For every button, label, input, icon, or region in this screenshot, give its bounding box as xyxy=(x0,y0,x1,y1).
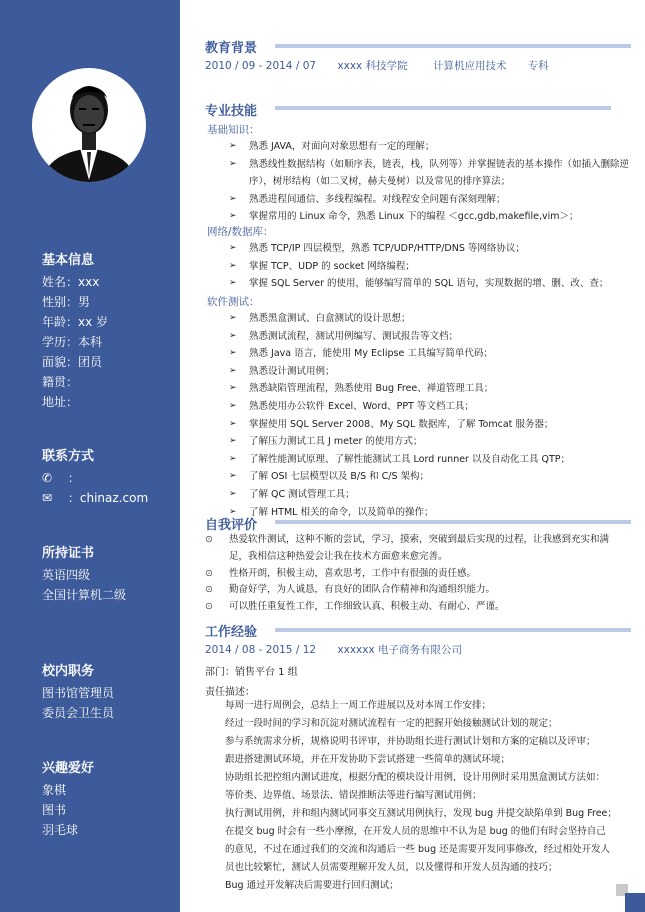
campus-roles-section xyxy=(42,660,114,723)
work-duty-label: 责任描述： xyxy=(205,687,255,698)
list-item: ➢ 了解性能测试原理、了解性能测试工具 Lord runner 以及自动化工具 QTP； xyxy=(229,451,629,469)
list-item: ➢ 熟悉 Java 语言，能使用 My Eclipse 工具编写简单代码； xyxy=(229,345,629,363)
work-row xyxy=(205,642,462,657)
duty-line: Bug 通过开发解决后需要进行回归测试； xyxy=(225,880,399,891)
contact-section xyxy=(42,445,148,508)
education-row xyxy=(205,58,549,73)
list-item: ➢ 熟悉设计测试用例； xyxy=(229,363,629,381)
duty-line: 跟进搭建测试环境，并在开发协助下尝试搭建一些简单的测试环境； xyxy=(225,754,511,765)
certificates-title: 所持证书 xyxy=(42,546,95,561)
list-item: ➢ 熟悉进程间通信、多线程编程。对线程安全问题有深刻理解； xyxy=(229,191,629,209)
list-item: ➢ 掌握使用 SQL Server 2008、My SQL 数据库，了解 Tomcat 服务器； xyxy=(229,416,629,434)
education-period: 2010 / 09 - 2014 / 07 xyxy=(205,60,317,72)
self-eval-title: 自我评价 xyxy=(205,518,258,533)
work-company: xxxxxx 电子商务有限公司 xyxy=(337,644,463,656)
address-line: 地址： xyxy=(42,395,79,409)
list-item: ➢ 掌握常用的 Linux 命令，熟悉 Linux 下的编程 ＜gcc,gdb,makefile,vim＞； xyxy=(229,208,629,226)
education-rule xyxy=(275,44,631,48)
mail-icon: ✉ xyxy=(42,491,53,505)
gender-line: 性别：男 xyxy=(42,295,91,309)
skills-testing-list xyxy=(229,310,629,521)
phone-line xyxy=(42,468,148,488)
list-item: ➢ 了解压力测试工具 J meter 的使用方式； xyxy=(229,433,629,451)
list-item: ➢ 掌握 TCP、UDP 的 socket 网络编程； xyxy=(229,258,629,276)
age-line: 年龄：xx 岁 xyxy=(42,315,109,329)
skills-group-network: 网络/数据库： xyxy=(207,226,274,238)
list-item: ➢ 了解 OSI 七层模型以及 B/S 和 C/S 架构； xyxy=(229,468,629,486)
list-item: ➢ 熟悉使用办公软件 Excel、Word、PPT 等文档工具； xyxy=(229,398,629,416)
work-period: 2014 / 08 - 2015 / 12 xyxy=(205,644,317,656)
cert-item: 全国计算机二级 xyxy=(42,588,127,602)
duty-line: 员也比较繁忙，测试人员需要理解开发人员，以及懂得和开发人员沟通的技巧； xyxy=(225,862,558,873)
duty-line: 执行测试用例，并和组内测试同事交互测试用例执行，发现 bug 并提交缺陷单到 Bug Free； xyxy=(225,808,617,819)
role-item: 图书馆管理员 xyxy=(42,686,115,700)
work-dept: 部门：销售平台 1 组 xyxy=(205,667,298,678)
education-major: 计算机应用技术 xyxy=(432,60,507,72)
list-item: ➢ 熟悉测试流程，测试用例编写、测试报告等文档； xyxy=(229,328,629,346)
email-line xyxy=(42,488,148,508)
email-value[interactable]: ：chinaz.com xyxy=(67,491,149,505)
skills-group-basic: 基础知识： xyxy=(207,124,260,136)
list-item: ➢ 熟悉 JAVA，对面向对象思想有一定的理解； xyxy=(229,138,629,156)
portrait-illustration xyxy=(32,68,146,182)
certificates-section xyxy=(42,542,126,605)
work-duties xyxy=(225,697,625,895)
campus-roles-title: 校内职务 xyxy=(42,664,95,679)
list-item: ⊙ 热爱软件测试，这种不断的尝试，学习，摸索，突破到最后实现的过程，让我感到充实和满足，我相信这种热爱会让我在技术方面愈来愈完善。 xyxy=(205,532,625,566)
self-eval-header xyxy=(205,514,257,533)
list-item: ➢ 熟悉 TCP/IP 四层模型，熟悉 TCP/UDP/HTTP/DNS 等网络协议； xyxy=(229,240,629,258)
skills-title: 专业技能 xyxy=(205,104,258,119)
role-item: 委员会卫生员 xyxy=(42,706,115,720)
hobby-item: 象棋 xyxy=(42,783,67,797)
list-item: ➢ 熟悉黑盒测试、白盒测试的设计思想； xyxy=(229,310,629,328)
list-item: ⊙ 可以胜任重复性工作，工作细致认真、积极主动、有耐心、严谨。 xyxy=(205,599,625,616)
list-item: ⊙ 性格开朗，积极主动，喜欢思考，工作中有很强的责任感。 xyxy=(205,566,625,583)
sidebar xyxy=(0,0,180,912)
phone-value: ： xyxy=(67,471,80,485)
cert-item: 英语四级 xyxy=(42,568,91,582)
name-line: 姓名：xxx xyxy=(42,275,100,289)
duty-line: 参与系统需求分析，规格说明书评审，并协助组长进行测试计划和方案的定稿以及评审； xyxy=(225,736,596,747)
list-item: ➢ 掌握 SQL Server 的使用，能够编写简单的 SQL 语句，实现数据的增、删、改、查； xyxy=(229,275,629,293)
education-title: 教育背景 xyxy=(205,41,258,56)
skills-network-list xyxy=(229,240,629,293)
phone-icon: ✆ xyxy=(42,471,53,485)
duty-line: 每周一进行周例会，总结上一周工作进展以及对本周工作安排； xyxy=(225,700,492,711)
list-item: ➢ 熟悉缺陷管理流程，熟悉使用 Bug Free、禅道管理工具； xyxy=(229,380,629,398)
political-line: 面貌：团员 xyxy=(42,355,103,369)
list-item: ⊙ 勤奋好学，为人诚恳，有良好的团队合作精神和沟通组织能力。 xyxy=(205,582,625,599)
work-rule xyxy=(275,628,631,632)
education-degree: 专科 xyxy=(527,60,549,72)
list-item: ➢ 了解 QC 测试管理工具； xyxy=(229,486,629,504)
skills-group-testing: 软件测试： xyxy=(207,296,260,308)
avatar-photo xyxy=(32,68,146,182)
contact-title: 联系方式 xyxy=(42,449,95,464)
education-school: xxxx 科技学院 xyxy=(337,60,408,72)
corner-decoration-blue xyxy=(625,893,645,912)
self-eval-list xyxy=(205,532,625,616)
hobby-item: 图书 xyxy=(42,803,67,817)
list-item: ➢ 熟悉线性数据结构（如顺序表，链表，栈，队列等）并掌握链表的基本操作（如插入删除逆序），树形结构（如二叉树，赫夫曼树）以及常见的排序算法； xyxy=(229,156,629,191)
duty-line: 经过一段时间的学习和沉淀对测试流程有一定的把握开始接触测试计划的规定； xyxy=(225,718,558,729)
list-item: ➢ 了解 HTML 相关的命令，以及简单的操作； xyxy=(229,504,629,522)
duty-line: 在提交 bug 时会有一些小摩擦，在开发人员的思维中不认为是 bug 的他们有时会坚持自己 xyxy=(225,826,606,837)
hobby-item: 羽毛球 xyxy=(42,823,79,837)
skills-basic-list xyxy=(229,138,629,226)
skills-header xyxy=(205,100,257,119)
education-line: 学历：本科 xyxy=(42,335,103,349)
self-eval-rule xyxy=(275,520,631,524)
duty-line: 协助组长把控组内测试进度，根据分配的模块设计用例，设计用例时采用黑盒测试方法如： xyxy=(225,772,606,783)
work-title: 工作经验 xyxy=(205,625,258,640)
hobbies-section xyxy=(42,757,94,840)
duty-line: 等价类、边界值、场景法、错误推断法等进行编写测试用例； xyxy=(225,790,482,801)
hometown-line: 籍贯： xyxy=(42,375,79,389)
basic-info-title: 基本信息 xyxy=(42,253,95,268)
education-header xyxy=(205,37,257,56)
duty-line: 的意见，不过在通过我们的交流和沟通后一些 bug 还是需要开发同事修改，经过相处开发人 xyxy=(225,844,611,855)
hobbies-title: 兴趣爱好 xyxy=(42,761,95,776)
basic-info-section xyxy=(42,249,108,412)
work-header xyxy=(205,621,257,640)
skills-rule xyxy=(275,106,611,110)
